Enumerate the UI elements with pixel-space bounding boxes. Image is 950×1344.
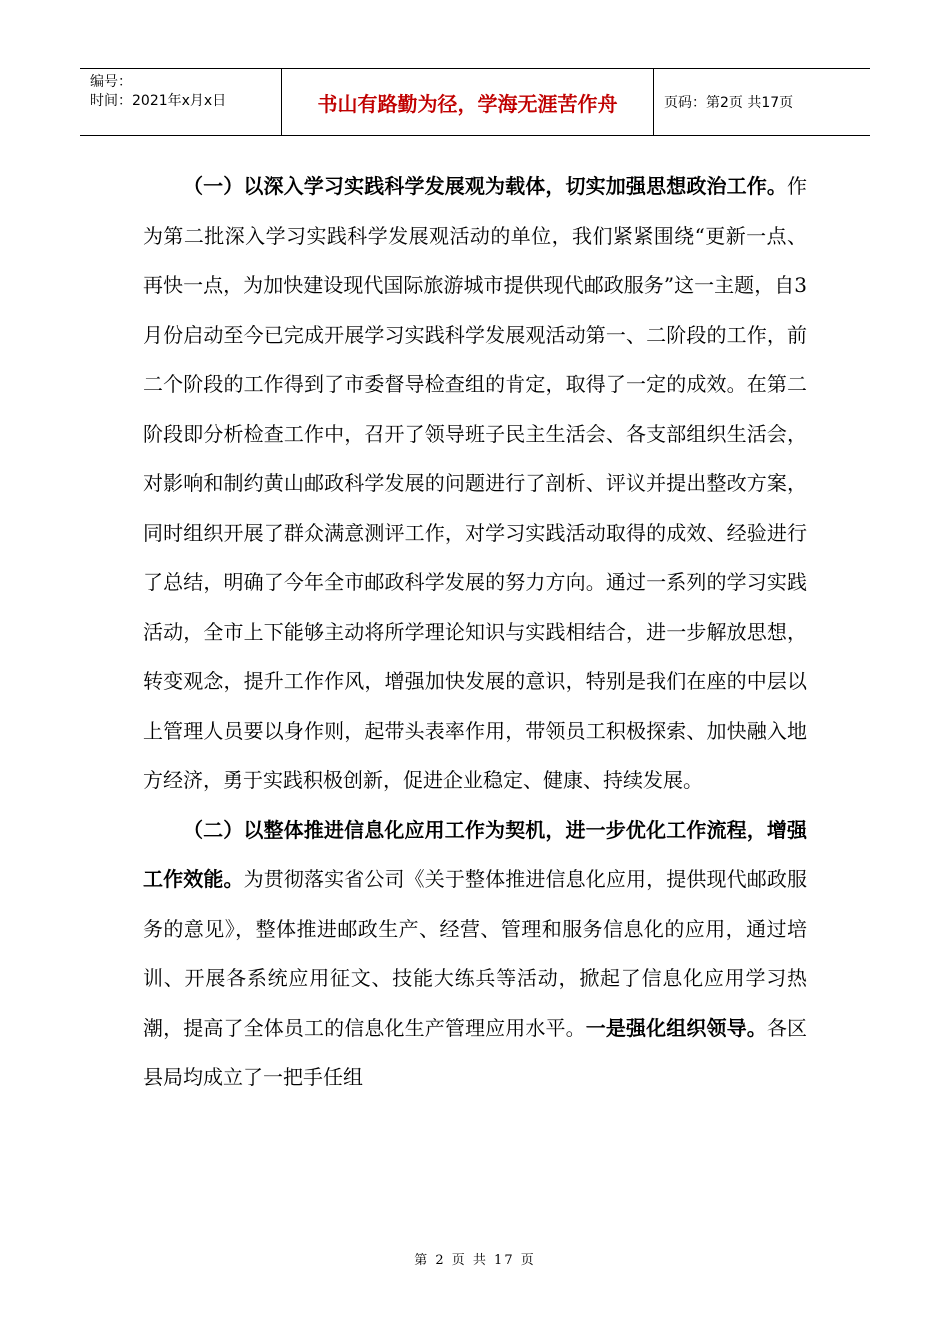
document-time-label: 时间：2021年x月x日	[90, 93, 227, 109]
paragraph-1-heading: （一）以深入学习实践科学发展观为载体，切实加强思想政治工作。	[183, 174, 787, 198]
page-header	[80, 68, 870, 136]
document-number-label: 编号：	[90, 74, 132, 90]
page-footer: 第 2 页 共 17 页	[414, 1253, 536, 1268]
paragraph-2-subheading: 一是强化组织领导。	[585, 1015, 767, 1040]
paragraph-1	[143, 162, 807, 806]
header-motto: 书山有路勤为径，学海无涯苦作舟	[282, 69, 654, 135]
paragraph-2-body: 为贯彻落实省公司《关于整体推进信息化应用，提供现代邮政服务的意见》，整体推进邮政生产、经营、管理和服务信息化的应用，通过培训、开展各系统应用征文、技能大练兵等活动，掀起了信息化应用学习热潮，提高了全体员工的信息化生产管理应用水平。	[143, 867, 807, 1040]
paragraph-1-body: 作为第二批深入学习实践科学发展观活动的单位，我们紧紧围绕“更新一点、再快一点，为加快建设现代国际旅游城市提供现代邮政服务”这一主题，自3月份启动至今已完成开展学习实践科学发展观活动第一、二阶段的工作，前二个阶段的工作得到了市委督导检查组的肯定，取得了一定的成效。在第二阶段即分析检查工作中，召开了领导班子民主生活会、各支部组织生活会，对影响和制约黄山邮政科学发展的问题进行了剖析、评议并提出整改方案，同时组织开展了群众满意测评工作，对学习实践活动取得的成效、经验进行了总结，明确了今年全市邮政科学发展的努力方向。通过一系列的学习实践活动，全市上下能够主动将所学理论知识与实践相结合，进一步解放思想，转变观念，提升工作作风，增强加快发展的意识，特别是我们在座的中层以上管理人员要以身作则，起带头表率作用，带领员工积极探索、加快融入地方经济，勇于实践积极创新，促进企业稳定、健康、持续发展。	[143, 174, 807, 792]
header-meta	[80, 69, 282, 135]
document-body	[143, 162, 807, 1103]
paragraph-2-subbody: 各区县局均成立了一把手任组	[143, 1015, 807, 1089]
paragraph-2	[143, 806, 807, 1103]
header-page-info: 页码：第2页 共17页	[664, 95, 794, 111]
paragraph-2-heading: （二）以整体推进信息化应用工作为契机，进一步优化工作流程，增强工作效能。	[143, 817, 807, 891]
